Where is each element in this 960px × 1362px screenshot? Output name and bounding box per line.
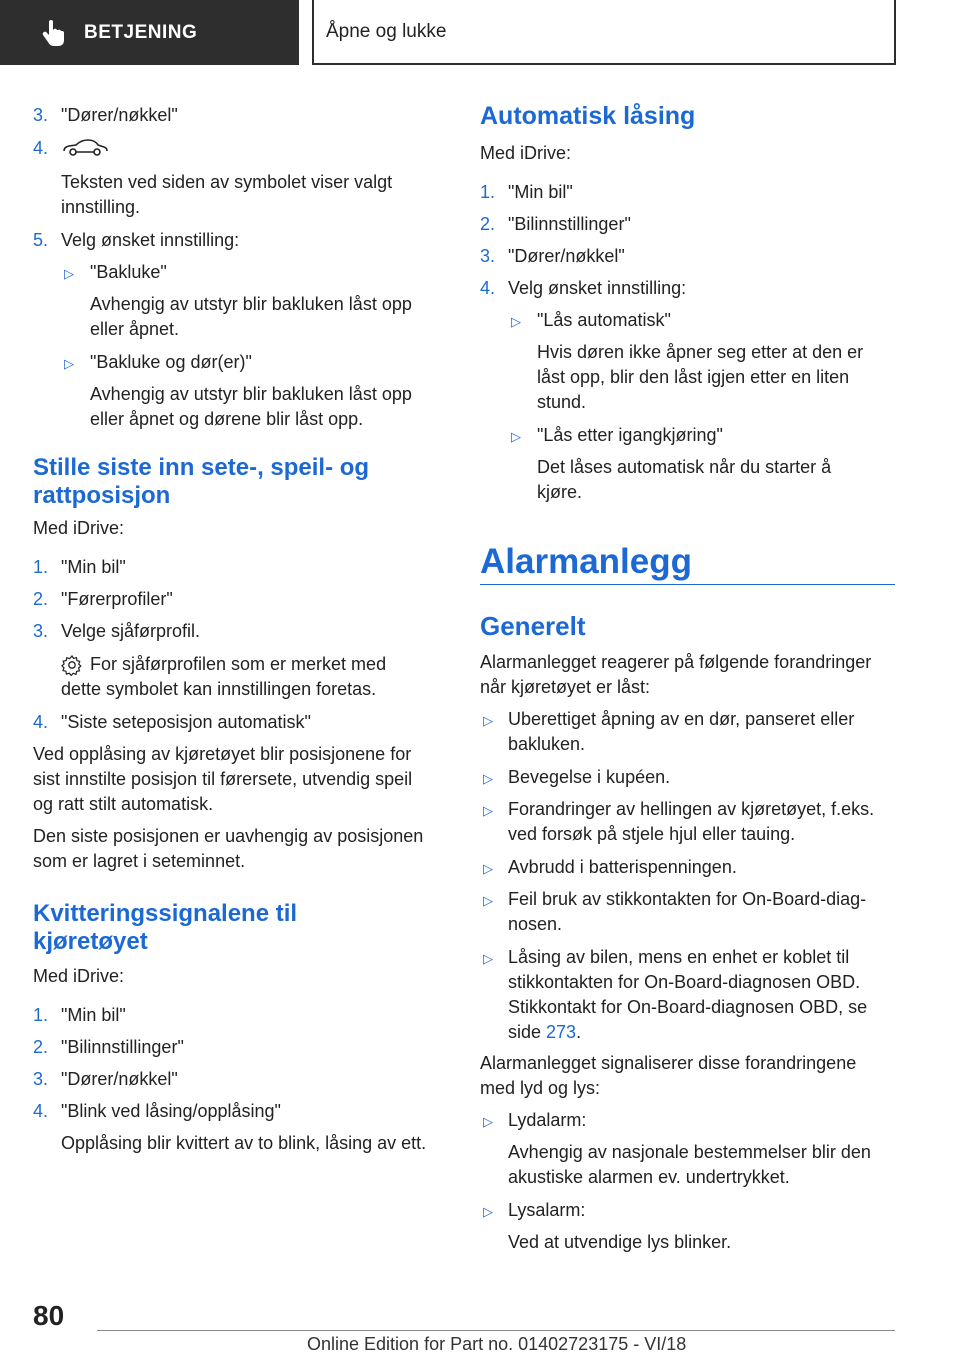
list-item: "Dører/nøkkel" bbox=[508, 246, 625, 266]
bullet-triangle-icon: ▷ bbox=[483, 771, 493, 786]
sub-item-text: Avhengig av utstyr blir bakluken låst opp bbox=[90, 294, 412, 314]
section-heading: Stille siste inn sete-, speil- og rattposisjon bbox=[33, 454, 370, 509]
bullet-triangle-icon: ▷ bbox=[483, 713, 493, 728]
list-item: Velg ønsket innstilling: bbox=[61, 230, 240, 250]
note-text: For sjåførprofilen som er merket med bbox=[90, 654, 387, 674]
sub-item-title: "Bakluke" bbox=[90, 262, 167, 282]
header-chapter-box bbox=[312, 0, 896, 65]
list-item-text: Opplåsing blir kvittert av to blink, låsing av ett. bbox=[61, 1133, 427, 1153]
paragraph-line: når kjøretøyet er låst: bbox=[480, 677, 651, 697]
section-label: BETJENING bbox=[84, 21, 198, 43]
list-item: "Bilinnstillinger" bbox=[508, 214, 631, 234]
list-number: 3. bbox=[33, 105, 49, 125]
bullet-triangle-icon: ▷ bbox=[483, 951, 493, 966]
sub-item-text: eller åpnet og dørene blir låst opp. bbox=[90, 409, 364, 429]
list-number: 4. bbox=[33, 712, 49, 732]
bullet-text: Feil bruk av stikkontakten for On-Board-diag- bbox=[508, 889, 867, 909]
list-number: 2. bbox=[33, 589, 49, 609]
bullet-triangle-icon: ▷ bbox=[511, 429, 521, 444]
intro-text: Med iDrive: bbox=[33, 518, 125, 538]
page-number: 80 bbox=[33, 1300, 65, 1331]
list-item: Velg ønsket innstilling: bbox=[508, 278, 687, 298]
bullet-triangle-icon: ▷ bbox=[483, 861, 493, 876]
list-number: 1. bbox=[33, 1005, 49, 1025]
header-section-tab bbox=[0, 0, 299, 65]
page-link[interactable]: 273 bbox=[546, 1022, 577, 1042]
intro-text: Med iDrive: bbox=[33, 966, 125, 986]
list-number: 3. bbox=[480, 246, 496, 266]
bullet-text: Avhengig av nasjonale bestemmelser blir den bbox=[508, 1142, 871, 1162]
list-number: 4. bbox=[33, 138, 49, 158]
paragraph-line: som er lagret i seteminnet. bbox=[33, 851, 246, 871]
list-item: "Min bil" bbox=[61, 1005, 126, 1025]
bullet-text: akustiske alarmen ev. undertrykket. bbox=[508, 1167, 790, 1187]
sub-item-text: Hvis døren ikke åpner seg etter at den er bbox=[537, 342, 864, 362]
bullet-text: Uberettiget åpning av en dør, panseret eller bbox=[508, 709, 855, 729]
list-item-text: Teksten ved siden av symbolet viser valgt bbox=[61, 172, 393, 192]
list-item-text: innstilling. bbox=[61, 197, 141, 217]
bullet-triangle-icon: ▷ bbox=[511, 314, 521, 329]
section-heading: Automatisk låsing bbox=[480, 102, 696, 130]
section-heading: Kvitteringssignalene til kjøretøyet bbox=[33, 900, 298, 955]
bullet-triangle-icon: ▷ bbox=[483, 1114, 493, 1129]
footer-text: Online Edition for Part no. 01402723175 - VI/18 bbox=[307, 1334, 687, 1354]
bullet-text: Forandringer av hellingen av kjøretøyet, f.eks. bbox=[508, 799, 875, 819]
list-item: "Bilinnstillinger" bbox=[61, 1037, 184, 1057]
list-item: "Min bil" bbox=[61, 557, 126, 577]
sub-item-title: "Bakluke og dør(er)" bbox=[90, 352, 252, 372]
list-item: "Dører/nøkkel" bbox=[61, 1069, 178, 1089]
list-item: "Blink ved låsing/opplåsing" bbox=[61, 1101, 281, 1121]
list-number: 2. bbox=[480, 214, 496, 234]
chapter-heading: Alarmanlegg bbox=[480, 542, 692, 581]
list-number: 3. bbox=[33, 621, 49, 641]
paragraph-line: og ratt stilt automatisk. bbox=[33, 794, 214, 814]
sub-item-text: eller åpnet. bbox=[90, 319, 180, 339]
paragraph-line: Den siste posisjonen er uavhengig av posisjonen bbox=[33, 826, 424, 846]
sub-item-title: "Lås automatisk" bbox=[537, 310, 671, 330]
bullet-text: ved forsøk på stjele hjul eller tauing. bbox=[508, 824, 796, 844]
list-number: 3. bbox=[33, 1069, 49, 1089]
hand-pointer-icon bbox=[40, 19, 68, 47]
bullet-title: Lydalarm: bbox=[508, 1110, 587, 1130]
list-number: 5. bbox=[33, 230, 49, 250]
bullet-triangle-icon: ▷ bbox=[483, 803, 493, 818]
intro-text: Med iDrive: bbox=[480, 143, 572, 163]
list-number: 1. bbox=[480, 182, 496, 202]
list-item: "Siste seteposisjon automatisk" bbox=[61, 712, 311, 732]
list-item: "Min bil" bbox=[508, 182, 573, 202]
bullet-text: Avbrudd i batterispenningen. bbox=[508, 857, 737, 877]
bullet-text: Ved at utvendige lys blinker. bbox=[508, 1232, 732, 1252]
sub-item-text: stund. bbox=[537, 392, 587, 412]
paragraph-line: Alarmanlegget reagerer på følgende forandringer bbox=[480, 652, 872, 672]
paragraph-line: Ved opplåsing av kjøretøyet blir posisjonene for bbox=[33, 744, 412, 764]
sub-item-text: Avhengig av utstyr blir bakluken låst opp bbox=[90, 384, 412, 404]
paragraph-line: med lyd og lys: bbox=[480, 1078, 601, 1098]
bullet-triangle-icon: ▷ bbox=[64, 356, 74, 371]
paragraph-line: Alarmanlegget signaliserer disse forandringene bbox=[480, 1053, 857, 1073]
bullet-text: Låsing av bilen, mens en enhet er koblet til bbox=[508, 947, 850, 967]
car-symbol-icon bbox=[61, 136, 109, 163]
bullet-title: Lysalarm: bbox=[508, 1200, 586, 1220]
chapter-title: Åpne og lukke bbox=[326, 20, 447, 42]
list-item: Velge sjåførprofil. bbox=[61, 621, 201, 641]
list-number: 4. bbox=[33, 1101, 49, 1121]
sub-item-text: Det låses automatisk når du starter å bbox=[537, 457, 832, 477]
list-item: "Førerprofiler" bbox=[61, 589, 173, 609]
sub-item-text: låst opp, blir den låst igjen etter en liten bbox=[537, 367, 850, 387]
bullet-text: stikkontakten for On-Board-diagnosen OBD. bbox=[508, 972, 861, 992]
list-number: 2. bbox=[33, 1037, 49, 1057]
bullet-triangle-icon: ▷ bbox=[483, 1204, 493, 1219]
list-number: 4. bbox=[480, 278, 496, 298]
bullet-text: side 273. bbox=[508, 1022, 582, 1042]
footer-rule bbox=[97, 1330, 895, 1331]
list-item: "Dører/nøkkel" bbox=[61, 105, 178, 125]
bullet-text: bakluken. bbox=[508, 734, 586, 754]
list-number: 1. bbox=[33, 557, 49, 577]
bullet-text: nosen. bbox=[508, 914, 563, 934]
heading-rule bbox=[480, 584, 895, 585]
subsection-heading: Generelt bbox=[480, 611, 586, 641]
note-text: dette symbolet kan innstillingen foretas. bbox=[61, 679, 377, 699]
bullet-text: Stikkontakt for On-Board-diagnosen OBD, se bbox=[508, 997, 868, 1017]
sub-item-title: "Lås etter igangkjøring" bbox=[537, 425, 723, 445]
bullet-text: Bevegelse i kupéen. bbox=[508, 767, 671, 787]
sub-item-text: kjøre. bbox=[537, 482, 582, 502]
bullet-triangle-icon: ▷ bbox=[483, 893, 493, 908]
paragraph-line: sist innstilte posisjon til førersete, utvendig speil bbox=[33, 769, 413, 789]
bullet-triangle-icon: ▷ bbox=[64, 266, 74, 281]
